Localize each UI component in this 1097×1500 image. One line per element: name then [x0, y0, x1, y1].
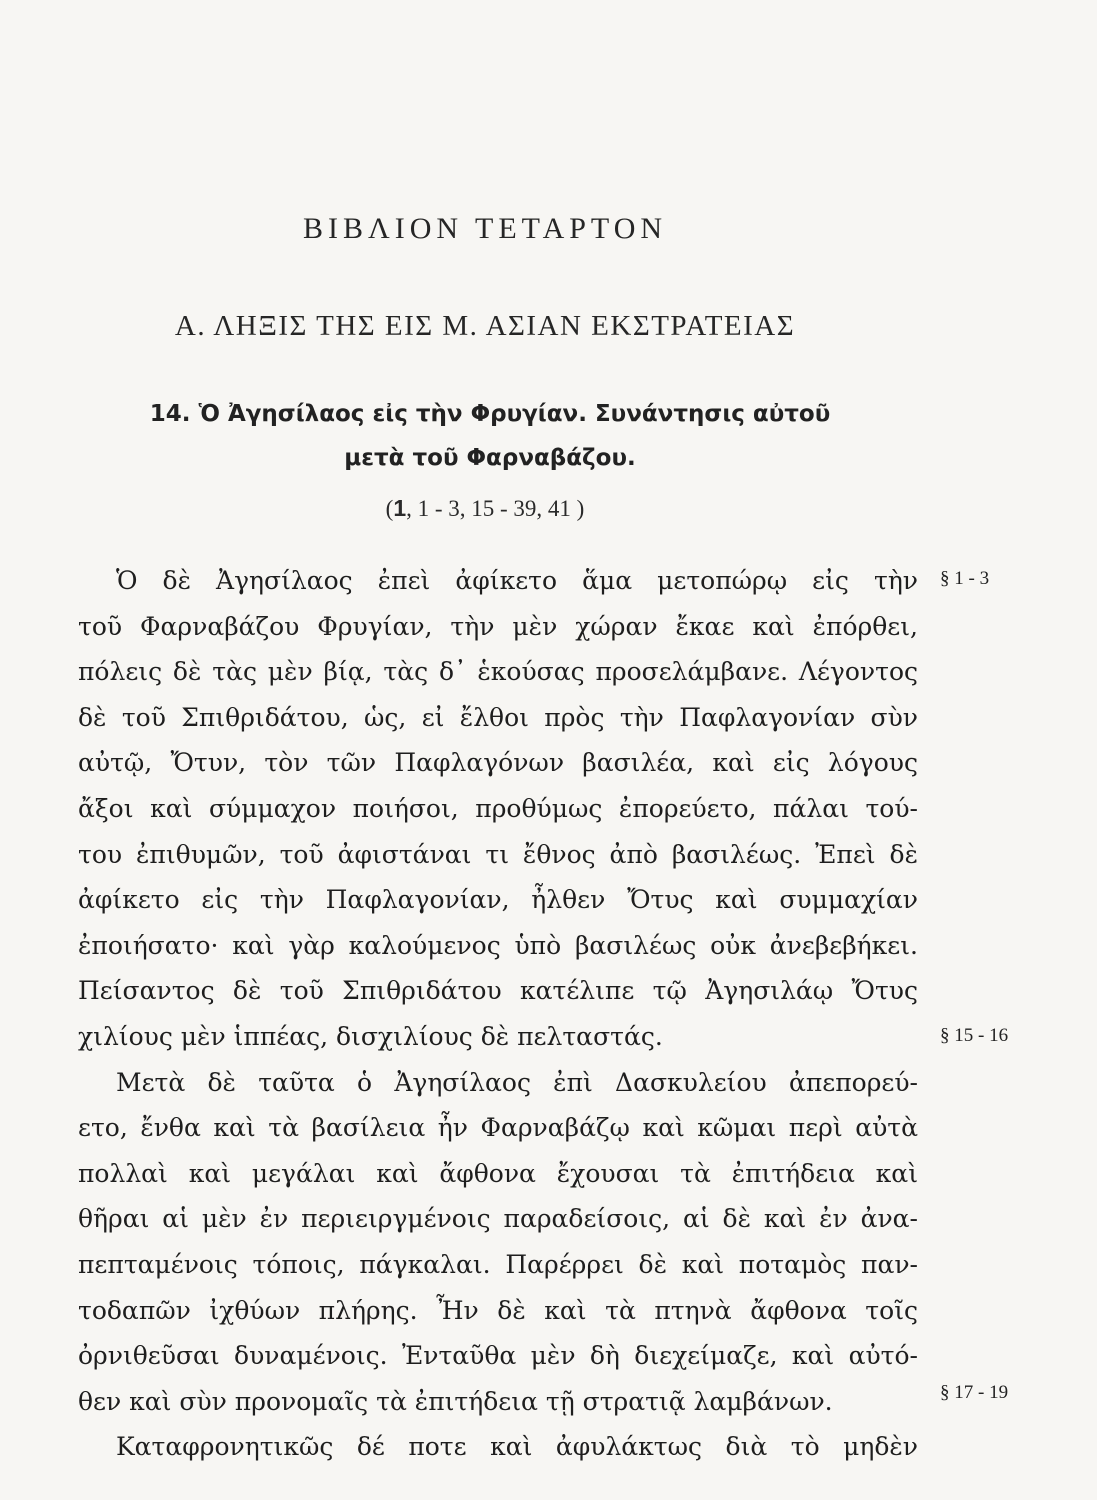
text-line: δὲ τοῦ Σπιθριδάτου, ὡς, εἰ ἔλθοι πρὸς τὴν Παφλαγονίαν σὺν	[78, 702, 918, 732]
margin-reference: § 1 - 3	[940, 568, 990, 589]
refs-book-number: 1	[393, 495, 407, 521]
text-line: Μετὰ δὲ ταῦτα ὁ Ἀγησίλαος ἐπὶ Δασκυλείου ἀπεπορεύ-	[116, 1067, 918, 1097]
margin-reference: § 15 - 16	[940, 1025, 1009, 1046]
text-line: πεπταμένοις τόποις, πάγκαλαι. Παρέρρει δὲ καὶ ποταμὸς παν-	[78, 1249, 918, 1279]
text-line: αὐτῷ, Ὄτυν, τὸν τῶν Παφλαγόνων βασιλέα, καὶ εἰς λόγους	[78, 748, 918, 778]
margin-reference: § 17 - 19	[940, 1382, 1009, 1403]
text-line: τοδαπῶν ἰχθύων πλήρης. Ἦν δὲ καὶ τὰ πτηνὰ ἄφθονα τοῖς	[78, 1295, 918, 1325]
chapter-title-line-2: μετὰ τοῦ Φαρναβάζου.	[344, 445, 636, 471]
text-line: Καταφρονητικῶς δέ ποτε καὶ ἀφυλάκτως διὰ τὸ μηδὲν	[116, 1432, 918, 1462]
text-line: ὀρνιθεῦσαι δυναμένοις. Ἐνταῦθα μὲν δὴ διεχείμαζε, καὶ αὐτό-	[78, 1341, 918, 1371]
refs-open: (	[385, 496, 394, 521]
text-line: τοῦ Φαρναβάζου Φρυγίαν, τὴν μὲν χώραν ἔκαε καὶ ἐπόρθει,	[78, 611, 918, 641]
text-line: θῆραι αἱ μὲν ἐν περιειργμένοις παραδείσοις, αἱ δὲ καὶ ἐν ἀνα-	[78, 1204, 918, 1234]
text-line: Πείσαντος δὲ τοῦ Σπιθριδάτου κατέλιπε τῷ Ἀγησιλάῳ Ὄτυς	[78, 976, 918, 1006]
text-line: ἄξοι καὶ σύμμαχον ποιήσοι, προθύμως ἐπορεύετο, πάλαι τού-	[78, 793, 918, 823]
source-references	[0, 495, 970, 522]
text-line: ετο, ἔνθα καὶ τὰ βασίλεια ἦν Φαρναβάζῳ καὶ κῶμαι περὶ αὐτὰ	[78, 1113, 918, 1143]
text-line: θεν καὶ σὺν προνομαῖς τὰ ἐπιτήδεια τῇ στρατιᾷ λαμβάνων.	[78, 1386, 833, 1416]
refs-ranges: , 1 - 3, 15 - 39, 41 )	[406, 496, 585, 521]
text-line: πόλεις δὲ τὰς μὲν βίᾳ, τὰς δ᾽ ἑκούσας προσελάμβανε. Λέγοντος	[78, 657, 918, 687]
text-line: ἀφίκετο εἰς τὴν Παφλαγονίαν, ἦλθεν Ὄτυς καὶ συμμαχίαν	[78, 885, 918, 915]
chapter-title	[130, 392, 850, 480]
text-line: Ὁ δὲ Ἀγησίλαος ἐπεὶ ἀφίκετο ἅμα μετοπώρῳ εἰς τὴν	[116, 566, 918, 595]
chapter-title-line-1: 14. Ὁ Ἀγησίλαος εἰς τὴν Φρυγίαν. Συνάντησις αὐτοῦ	[149, 401, 831, 427]
text-line: χιλίους μὲν ἱππέας, δισχιλίους δὲ πελταστάς.	[78, 1021, 663, 1051]
text-line: ἐποιήσατο· καὶ γὰρ καλούμενος ὑπὸ βασιλέως οὐκ ἀνεβεβήκει.	[78, 930, 918, 960]
section-title: Α. ΛΗΞΙΣ ΤΗΣ ΕΙΣ Μ. ΑΣΙΑΝ ΕΚΣΤΡΑΤΕΙΑΣ	[174, 310, 796, 342]
text-line: πολλαὶ καὶ μεγάλαι καὶ ἄφθονα ἔχουσαι τὰ ἐπιτήδεια καὶ	[78, 1158, 918, 1188]
text-line: του ἐπιθυμῶν, τοῦ ἀφιστάναι τι ἔθνος ἀπὸ βασιλέως. Ἐπεὶ δὲ	[78, 839, 918, 869]
book-title: ΒΙΒΛΙΟΝ ΤΕΤΑΡΤΟΝ	[302, 212, 668, 245]
body-text	[78, 558, 918, 1470]
